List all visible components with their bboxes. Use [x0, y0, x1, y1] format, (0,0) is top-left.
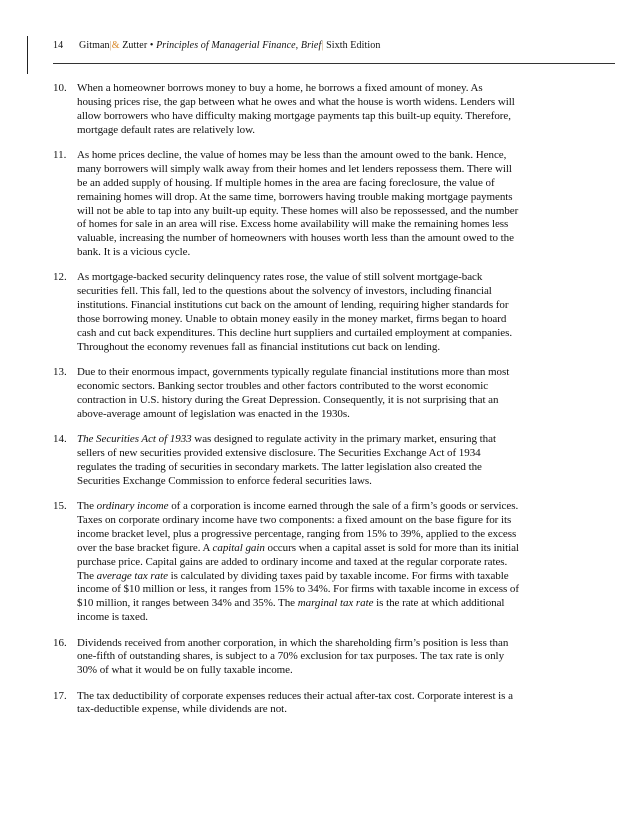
item-text	[77, 82, 615, 138]
item-text	[77, 366, 615, 422]
list-item-15	[53, 500, 615, 625]
text-line: 30% of what it would be on fully taxable income.	[77, 664, 293, 677]
item-number: 15.	[53, 500, 67, 513]
list-item-13	[53, 366, 615, 422]
text-line: over the base bracket figure. A capital gain occurs when a capital asset is sold for more than its initial	[77, 541, 519, 554]
list-item-16	[53, 637, 615, 679]
item-number: 11.	[53, 148, 67, 161]
text-line: of homes for sale in an area will rise. Excess home availability will make the remaining homes less	[77, 218, 509, 231]
ampersand: &	[111, 40, 120, 51]
text-line: housing prices rise, the gap between what he owes and what the house is worth widens. Lenders will	[77, 95, 515, 108]
answer-list	[53, 82, 615, 729]
item-text	[77, 149, 615, 260]
edition: Sixth Edition	[326, 40, 381, 51]
term-capital-gain: capital gain	[212, 541, 265, 554]
text-line: remaining homes will drop. At the same time, borrowers having trouble making mortgage payments	[77, 190, 513, 203]
text-line: income of $10 million or less, it ranges from 15% to 34%. For firms with taxable income in excess of	[77, 583, 519, 596]
act-title: The Securities Act of 1933	[77, 433, 192, 446]
item-text	[77, 271, 615, 354]
text-line: bank. It is a vicious cycle.	[77, 246, 191, 259]
text-line: When a homeowner borrows money to buy a home, he borrows a fixed amount of money. As	[77, 82, 483, 94]
term-average-tax-rate: average tax rate	[96, 569, 168, 582]
item-number: 13.	[53, 366, 67, 379]
list-item-12	[53, 271, 615, 354]
text-line: Throughout the economy revenues fall as financial institutions cut back on lending.	[77, 341, 441, 353]
item-text	[77, 690, 615, 718]
running-header	[53, 40, 380, 51]
text-line: many borrowers will simply walk away from their homes and let lenders repossess them. There will	[77, 162, 512, 175]
term-marginal-tax-rate: marginal tax rate	[297, 597, 374, 610]
text-line: mortgage default rates are relatively low.	[77, 123, 255, 136]
item-number: 16.	[53, 636, 67, 649]
text-line: contraction in U.S. history during the Great Depression. Consequently, it is not surprising that an	[77, 394, 499, 407]
header-separator: |	[109, 40, 112, 51]
text-line: Due to their enormous impact, governments typically regulate financial institutions more than most	[77, 366, 510, 379]
author-zutter: Zutter	[122, 40, 148, 51]
text-line: institutions. Financial institutions cut back on the amount of lending, requiring higher standards for	[77, 299, 509, 312]
item-number: 17.	[53, 689, 67, 702]
text-line: allow borrowers who have difficulty making mortgage payments tap this built-up equity. Therefore,	[77, 109, 511, 122]
text-line: sellers of new securities provided extensive disclosure. The Securities Exchange Act of 1934	[77, 447, 481, 460]
margin-change-bar	[27, 36, 28, 74]
text-line: tax-deductible expense, while dividends are not.	[77, 703, 287, 716]
text-line: cash and cut back expenditures. This decline hurt suppliers and curtailed employment at companies.	[77, 327, 513, 340]
text-line: As mortgage-backed security delinquency rates rose, the value of still solvent mortgage-back	[77, 271, 483, 284]
list-item-17	[53, 690, 615, 718]
term-ordinary-income: ordinary income	[96, 500, 169, 513]
page-number: 14	[53, 40, 64, 51]
text-line: valuable, increasing the number of homeowners with houses worth less than the amount owed to the	[77, 232, 514, 245]
author-gitman: Gitman	[79, 40, 110, 51]
list-item-14	[53, 433, 615, 489]
text-line: income bracket level, plus a progressive percentage, ranging from 15% to 39%, applied to the excess	[77, 527, 517, 540]
text-line: will not be able to tap into any built-up equity. These homes will also be repossessed, and the number	[77, 204, 519, 217]
text-line: securities fell. This fall, led to the questions about the solvency of investors, including financial	[77, 285, 492, 298]
text-line: The average tax rate is calculated by dividing taxes paid by taxable income. For firms with taxable	[77, 569, 509, 582]
text-line: income is taxed.	[77, 611, 148, 624]
text-line: those borrowing money. Unable to obtain money easily in the money market, firms began to hoard	[77, 313, 507, 326]
text-line: Dividends received from another corporation, in which the shareholding firm’s position is less than	[77, 636, 509, 649]
header-separator: |	[321, 40, 324, 51]
item-text	[77, 637, 615, 679]
item-number: 12.	[53, 271, 67, 284]
text-line: The ordinary income of a corporation is income earned through the sale of a firm’s goods or services.	[77, 500, 519, 513]
text-line: $10 million, it ranges between 34% and 35%. The marginal tax rate is the rate at which additional	[77, 597, 505, 610]
item-number: 10.	[53, 82, 67, 94]
text-line: one-fifth of outstanding shares, is subject to a 70% exclusion for tax purposes. The tax rate is only	[77, 650, 505, 663]
list-item-11	[53, 149, 615, 260]
text-line: above-average amount of legislation was enacted in the 1930s.	[77, 407, 350, 420]
text-line: Taxes on corporate ordinary income have two components: a fixed amount on the base figure for its	[77, 513, 512, 526]
item-text	[77, 433, 615, 489]
item-number: 14.	[53, 433, 67, 446]
text-line: Securities Exchange Commission to enforce federal securities laws.	[77, 474, 372, 487]
text-line: As home prices decline, the value of homes may be less than the amount owed to the bank. Hence,	[77, 148, 507, 161]
item-text	[77, 500, 615, 625]
list-item-10	[53, 82, 615, 138]
book-title: Principles of Managerial Finance, Brief	[156, 40, 322, 51]
text-line: The tax deductibility of corporate expenses reduces their actual after-tax cost. Corporate interest is a	[77, 689, 513, 702]
text-line: regulates the trading of securities in secondary markets. The latter legislation also created the	[77, 460, 482, 473]
bullet-separator: •	[149, 40, 154, 51]
text-line: be an added supply of housing. If multiple homes in the area are facing foreclosure, the value of	[77, 176, 495, 189]
text-line: purchase price. Capital gains are added to ordinary income and taxed at the regular corporate rates.	[77, 555, 508, 568]
text-line: economic sectors. Banking sector troubles and other factors contributed to the worst economic	[77, 380, 489, 393]
header-rule	[53, 63, 615, 64]
text-line: The Securities Act of 1933 was designed to regulate activity in the primary market, ensuring that	[77, 433, 496, 446]
